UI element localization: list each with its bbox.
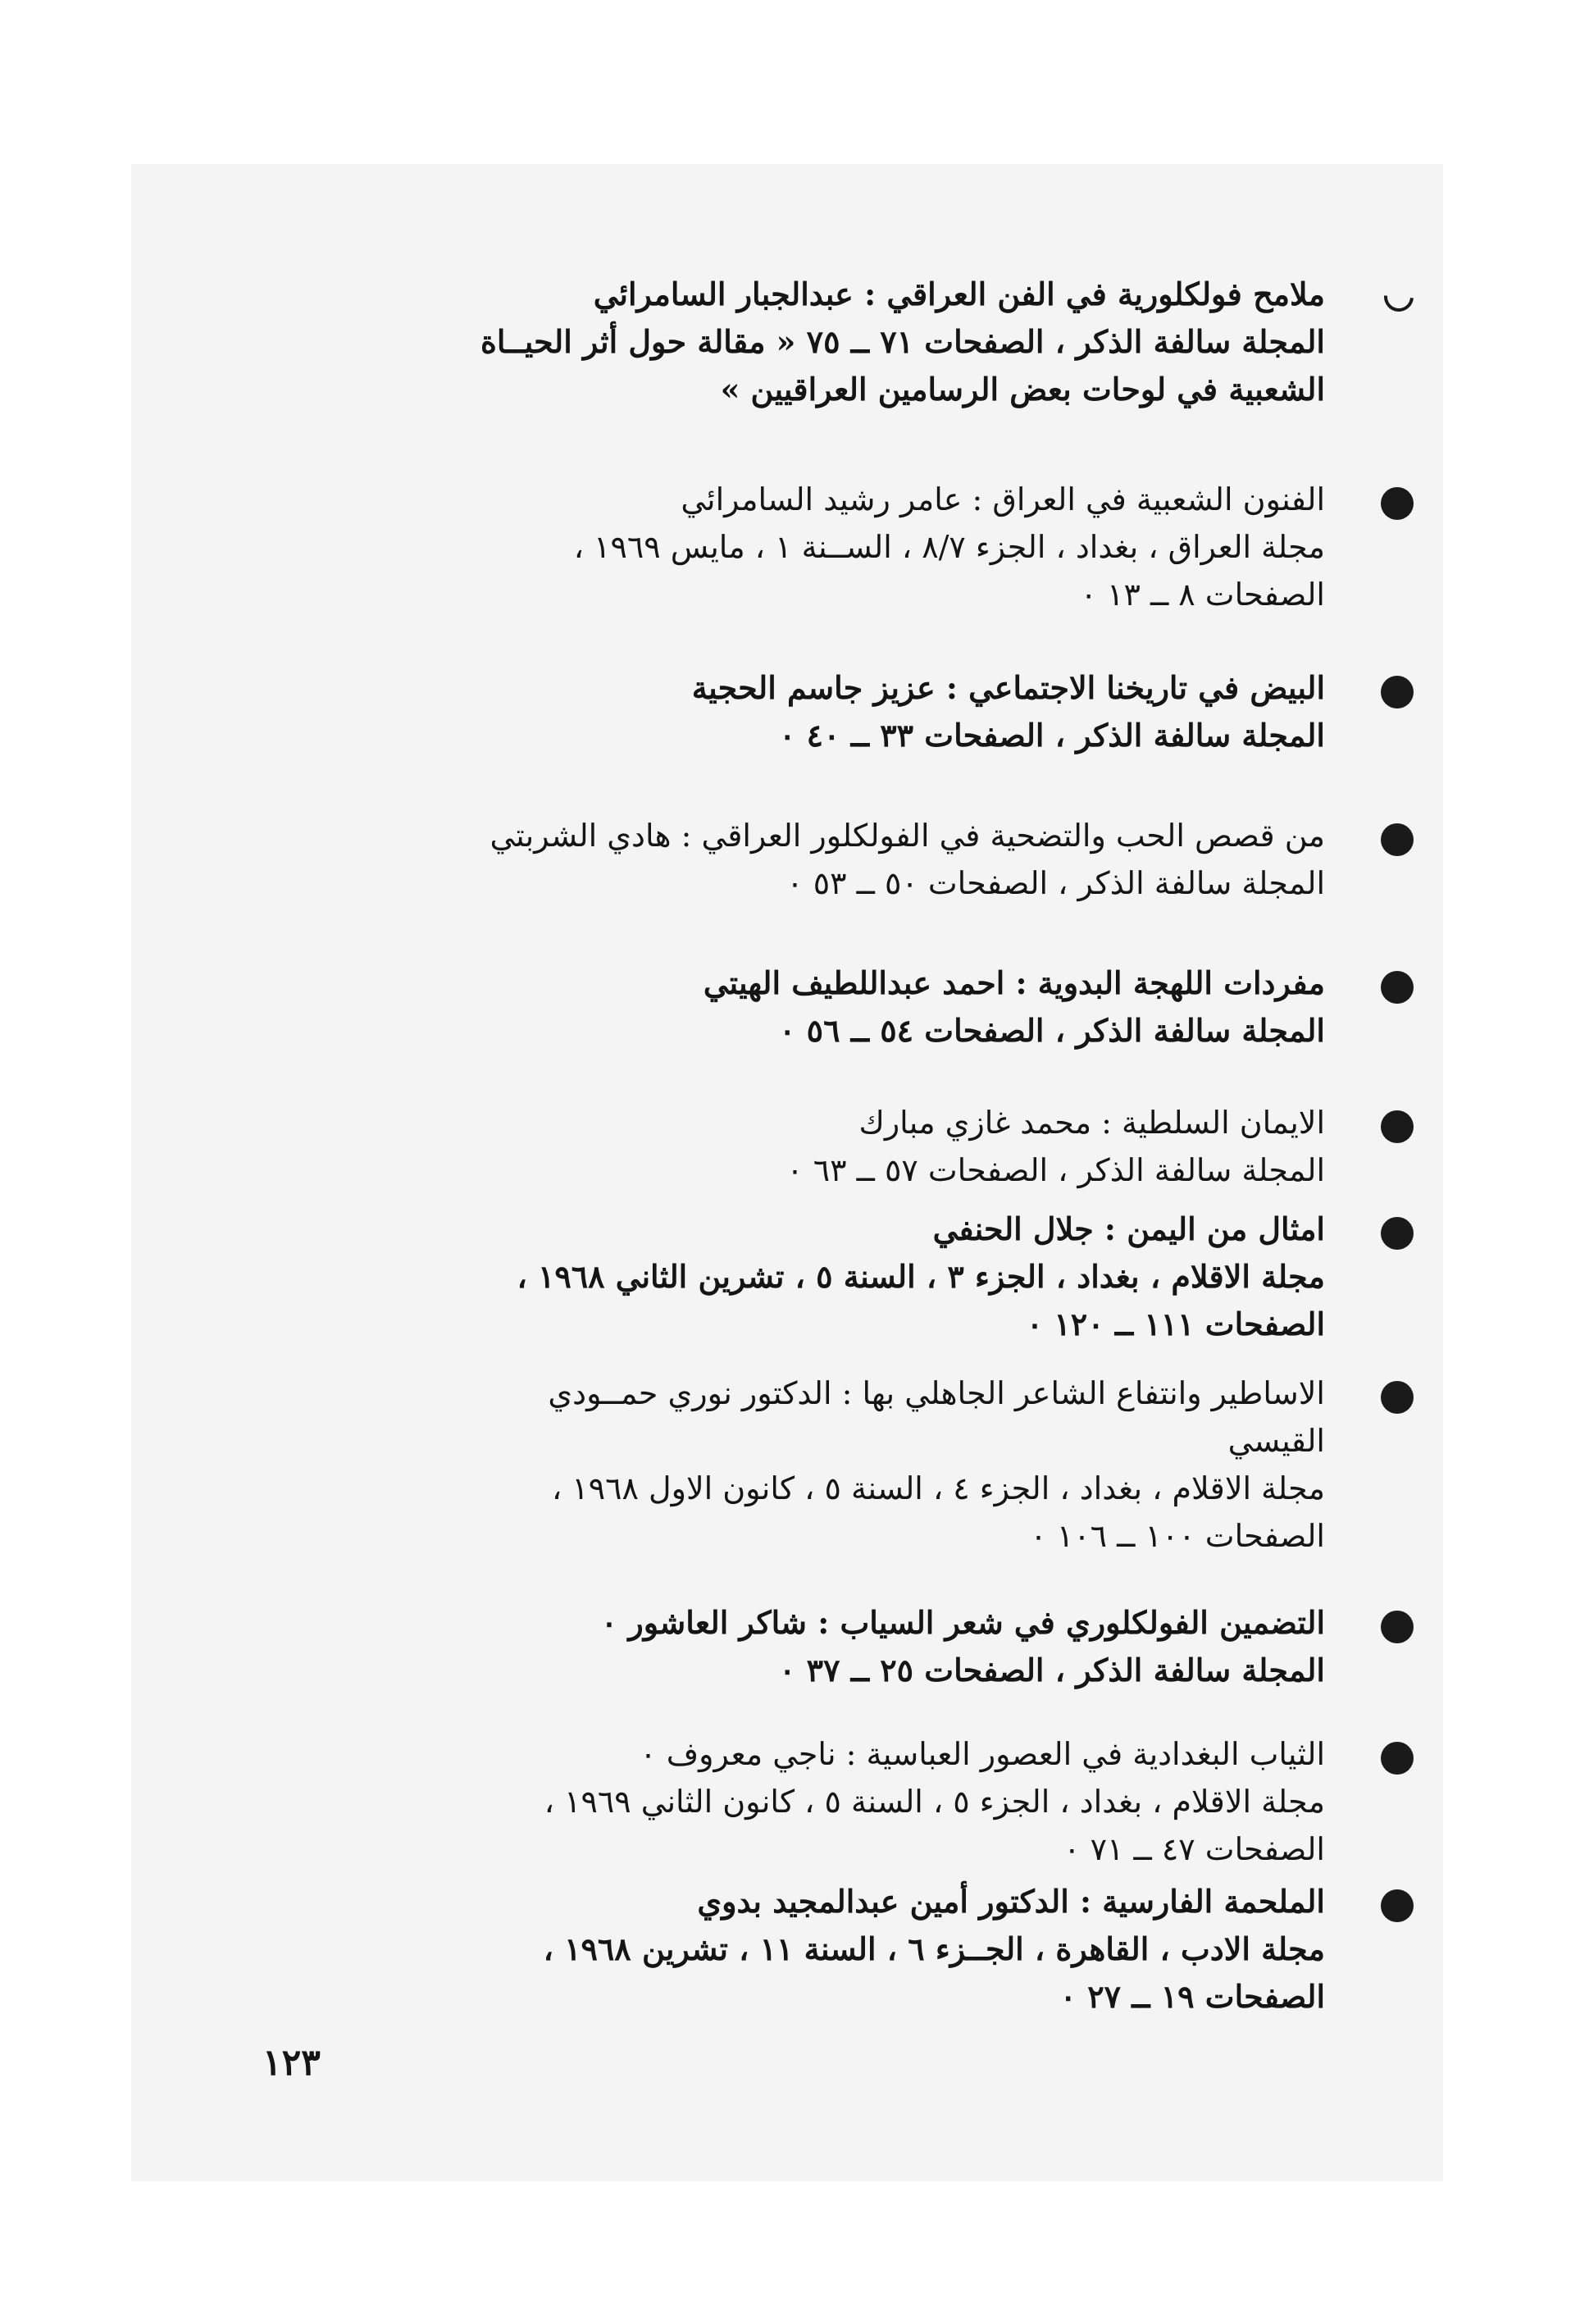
entry-line: المجلة سالفة الذكر ، الصفحات ٥٤ ــ ٥٦ ٠: [779, 1012, 1325, 1049]
bullet-icon: [1381, 971, 1414, 1004]
bibliography-entry: [226, 1205, 1325, 1348]
entry-line: مجلة العراق ، بغداد ، الجزء ٨/٧ ، الســنة ١ ، مايس ١٩٦٩ ،: [573, 529, 1325, 565]
bullet-icon: [1381, 676, 1414, 709]
entry-line: الصفحات ٤٧ ــ ٧١ ٠: [1063, 1831, 1325, 1867]
entry-line: الصفحات ١٠٠ ــ ١٠٦ ٠: [1030, 1518, 1325, 1554]
entry-line: التضمين الفولكلوري في شعر السياب : شاكر العاشور ٠: [600, 1604, 1325, 1641]
entry-line: المجلة سالفة الذكر ، الصفحات ٥٧ ــ ٦٣ ٠: [786, 1152, 1325, 1188]
bibliography-entry: [226, 1730, 1325, 1873]
bibliography-entry: [226, 1369, 1325, 1560]
entry-line: الصفحات ١٩ ــ ٢٧ ٠: [1059, 1978, 1325, 2015]
entry-line: المجلة سالفة الذكر ، الصفحات ٧١ ــ ٧٥ « مقالة حول أثر الحيــاة: [480, 323, 1325, 360]
entry-line: الصفحات ٨ ــ ١٣ ٠: [1080, 576, 1325, 613]
entry-line: مجلة الاقلام ، بغداد ، الجزء ٤ ، السنة ٥ ، كانون الاول ١٩٦٨ ،: [551, 1470, 1325, 1506]
entry-line: المجلة سالفة الذكر ، الصفحات ٢٥ ــ ٣٧ ٠: [779, 1652, 1325, 1688]
bullet-icon: [1381, 1611, 1414, 1643]
bullet-icon: [1381, 1217, 1414, 1250]
entry-line: مجلة الادب ، القاهرة ، الجــزء ٦ ، السنة ١١ ، تشرين ١٩٦٨ ،: [543, 1930, 1325, 1967]
entry-line: الاساطير وانتفاع الشاعر الجاهلي بها : الدكتور نوري حمــودي: [548, 1375, 1325, 1411]
bullet-icon: [1381, 1742, 1414, 1775]
bibliography-entry: [226, 959, 1325, 1055]
entry-line: امثال من اليمن : جلال الحنفي: [932, 1210, 1325, 1247]
bullet-icon: [1381, 823, 1414, 856]
page-number: ١٢٣: [262, 2042, 321, 2084]
bullet-icon: [1381, 487, 1414, 520]
entry-line: البيض في تاريخنا الاجتماعي : عزيز جاسم الحجية: [691, 669, 1325, 706]
entry-line: المجلة سالفة الذكر ، الصفحات ٣٣ ــ ٤٠ ٠: [779, 717, 1325, 754]
bibliography-entry: [226, 664, 1325, 759]
entry-line: الفنون الشعبية في العراق : عامر رشيد السامرائي: [681, 481, 1325, 517]
bibliography-entry: [226, 271, 1325, 413]
entry-line: القيسي: [1227, 1423, 1325, 1459]
entry-line: مجلة الاقلام ، بغداد ، الجزء ٥ ، السنة ٥ ، كانون الثاني ١٩٦٩ ،: [544, 1784, 1325, 1820]
bullet-icon: [1381, 1889, 1414, 1922]
entry-line: ملامح فولكلورية في الفن العراقي : عبدالجبار السامرائي: [593, 276, 1325, 312]
entry-line: الشعبية في لوحات بعض الرسامين العراقيين »: [720, 371, 1325, 408]
entry-line: الملحمة الفارسية : الدكتور أمين عبدالمجيد بدوي: [697, 1883, 1325, 1920]
bibliography-entry: [226, 812, 1325, 907]
entry-line: مجلة الاقلام ، بغداد ، الجزء ٣ ، السنة ٥ ، تشرين الثاني ١٩٦٨ ،: [517, 1258, 1325, 1295]
bullet-icon: [1381, 1381, 1414, 1414]
bibliography-entry: [226, 476, 1325, 618]
bibliography-entry: [226, 1099, 1325, 1194]
bullet-icon: [1381, 1110, 1414, 1143]
bibliography-entry: [226, 1878, 1325, 2021]
entry-line: الصفحات ١١١ ــ ١٢٠ ٠: [1026, 1306, 1325, 1342]
bibliography-entry: [226, 1599, 1325, 1694]
entry-line: من قصص الحب والتضحية في الفولكلور العراقي : هادي الشربتي: [490, 818, 1325, 854]
entry-line: المجلة سالفة الذكر ، الصفحات ٥٠ ــ ٥٣ ٠: [786, 865, 1325, 901]
entry-line: الثياب البغدادية في العصور العباسية : ناجي معروف ٠: [640, 1736, 1325, 1772]
entry-line: مفردات اللهجة البدوية : احمد عبداللطيف الهيتي: [703, 964, 1325, 1001]
entry-line: الايمان السلطية : محمد غازي مبارك: [858, 1105, 1325, 1141]
